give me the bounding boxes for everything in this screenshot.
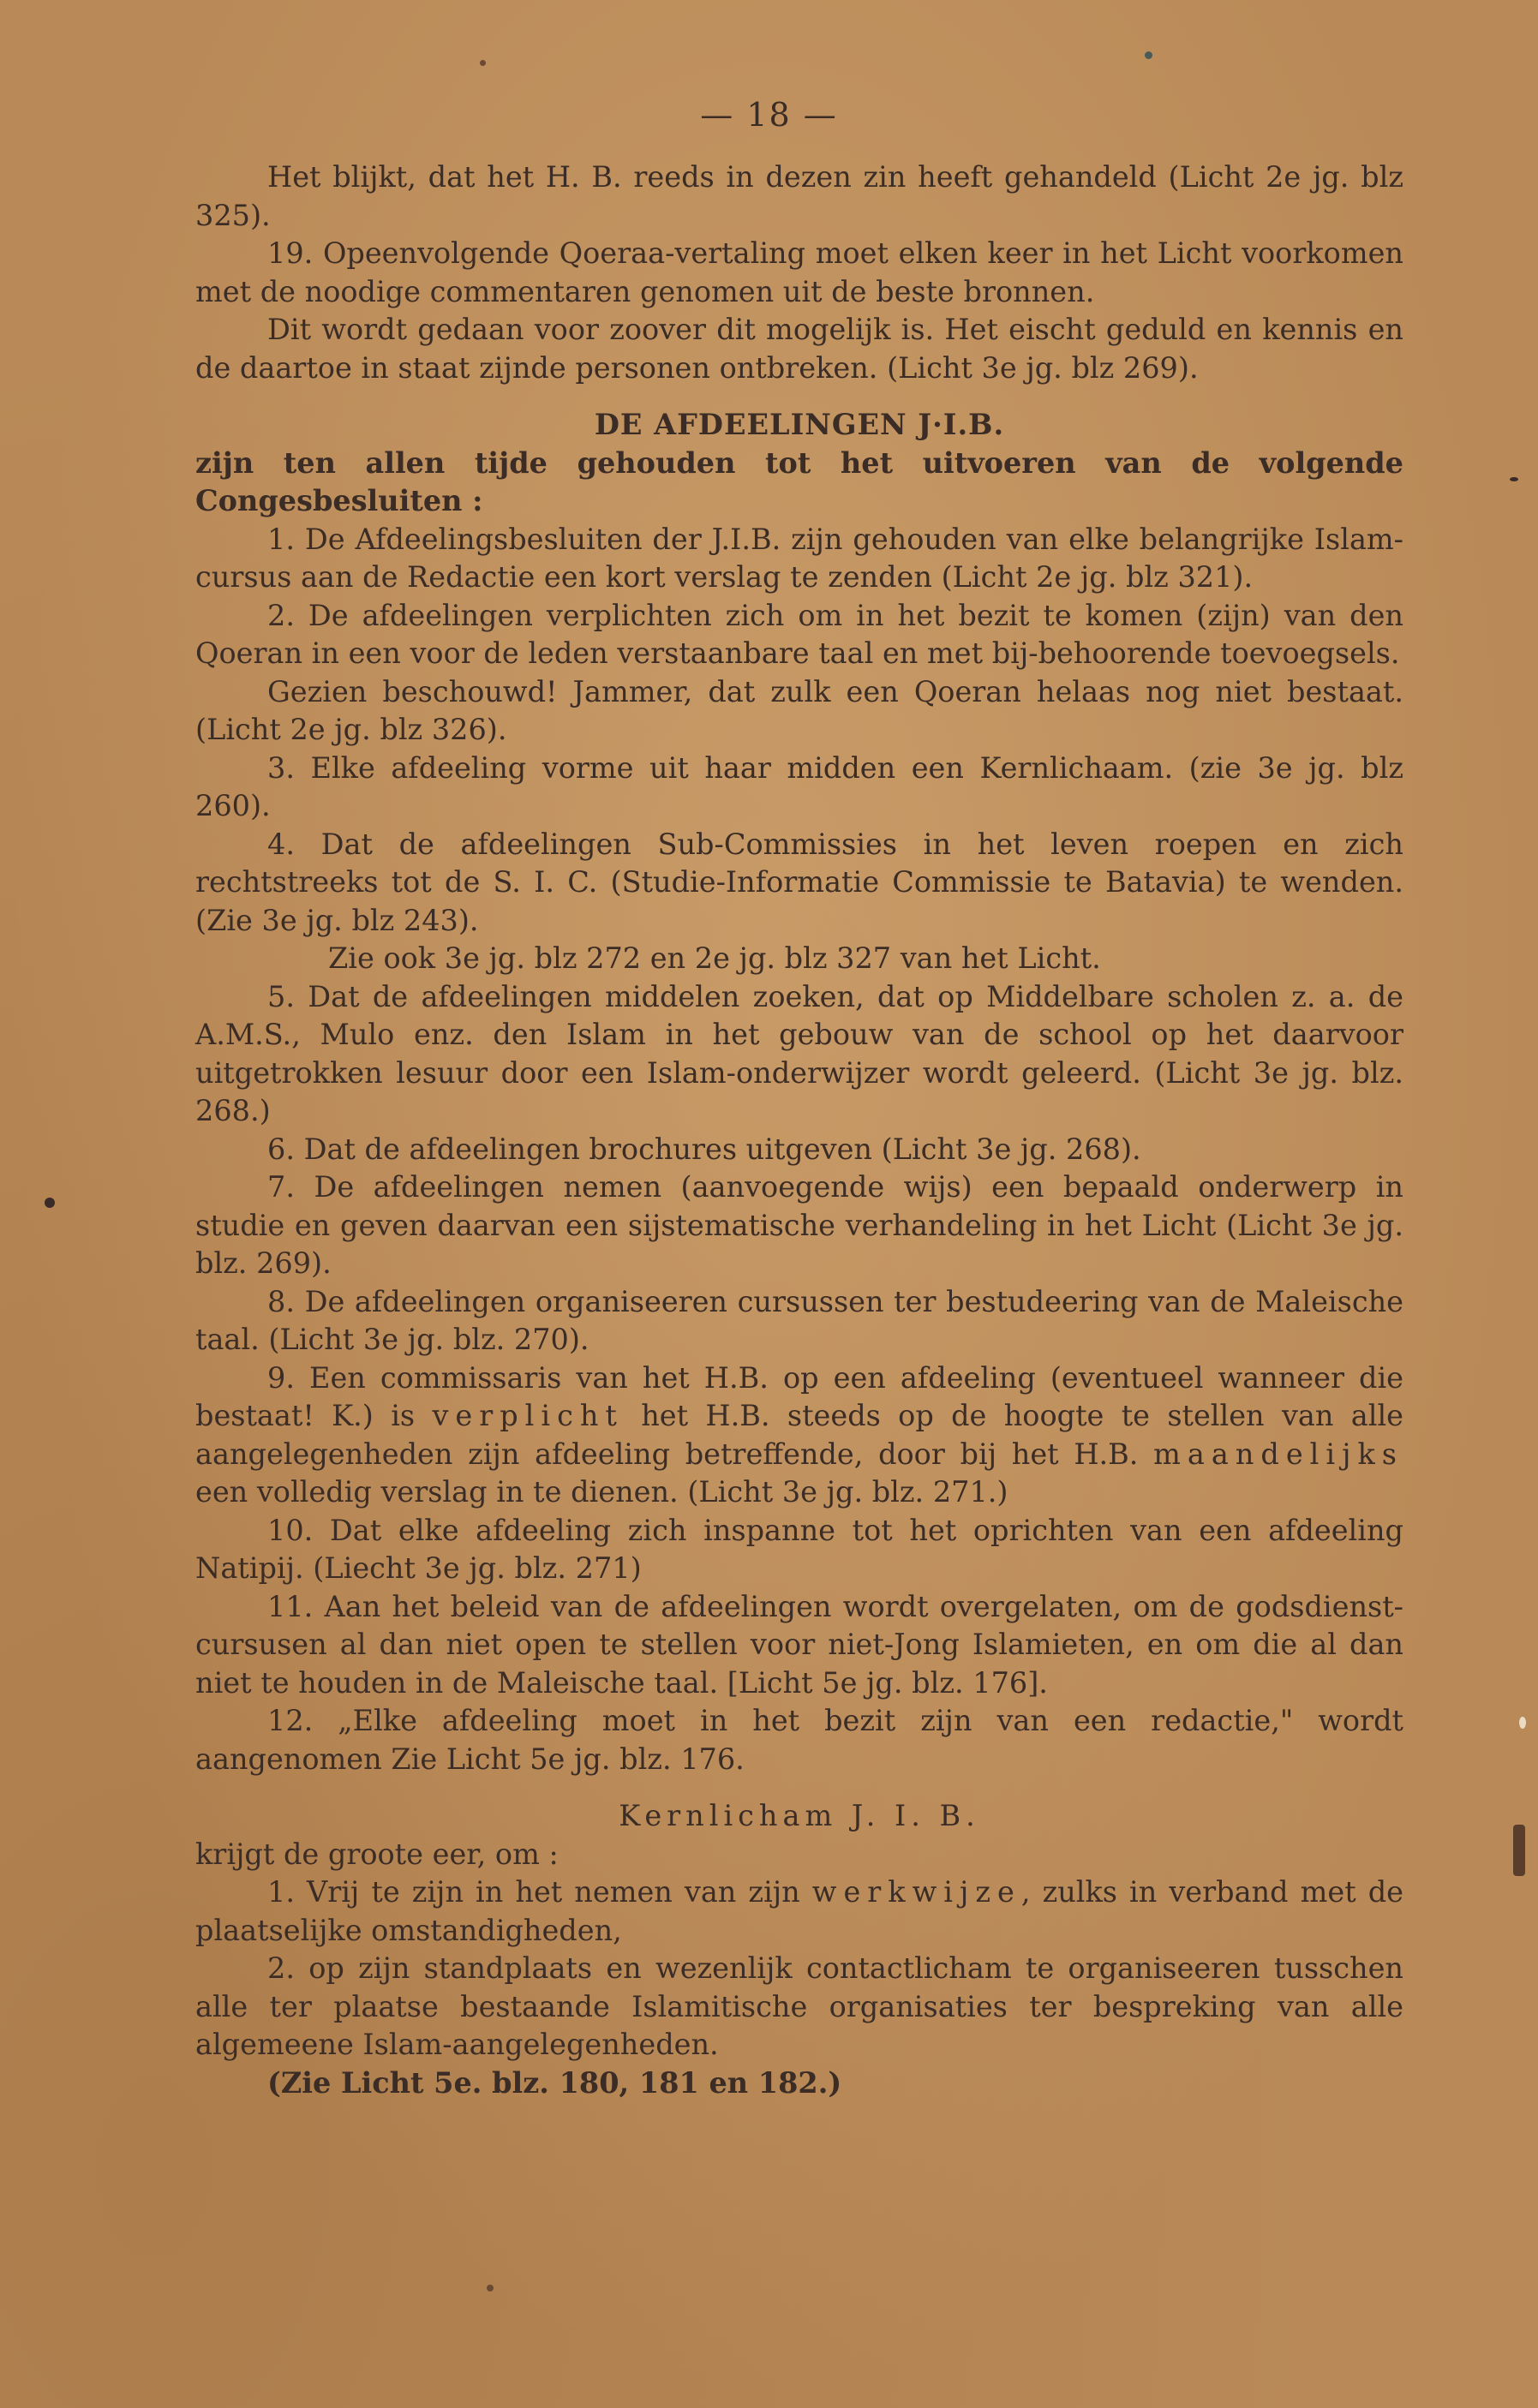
list-item-2-note: Gezien beschouwd! Jammer, dat zulk een Qoeran helaas nog niet bestaat. (Licht 2e jg. blz 326). <box>195 674 1403 746</box>
kernlichaam-point-1-part: , zulks in verband met de plaatselijke omstandigheden, <box>195 1875 1403 1947</box>
paper-fleck <box>487 2285 494 2291</box>
list-item-3: 3. Elke afdeeling vorme uit haar midden een Kernlichaam. (zie 3e jg. blz 260). <box>195 750 1403 822</box>
paragraph-intro-1: Het blijkt, dat het H. B. reeds in dezen zin heeft gehandeld (Licht 2e jg. blz 325). <box>195 160 1403 232</box>
paper-fleck <box>45 1198 55 1208</box>
list-item-9-part: een volledig verslag in te dienen. (Licht 3e jg. blz. 271.) <box>195 1475 1008 1509</box>
list-item-9-emphasis: maandelijks <box>1153 1437 1403 1471</box>
body-text <box>195 158 1403 2102</box>
list-item-11: 11. Aan het beleid van de afdeelingen wordt overgelaten, om de godsdienst-cursusen al dan niet open te stellen voor niet-Jong Islamieten, en om die al dan niet te houden in de Maleische taal. [Licht 5e jg. blz. 176]. <box>195 1589 1403 1700</box>
list-item-1: 1. De Afdeelingsbesluiten der J.I.B. zijn gehouden van elke belangrijke Islam-cursus aan de Redactie een kort verslag te zenden (Licht 2e jg. blz 321). <box>195 522 1403 594</box>
paragraph-intro-3: Dit wordt gedaan voor zoover dit mogelijk is. Het eischt geduld en kennis en de daartoe in staat zijnde personen ontbreken. (Licht 3e jg. blz 269). <box>195 313 1403 385</box>
list-item-12: 12. „Elke afdeeling moet in het bezit zijn van een redactie," wordt aangenomen Zie Licht 5e jg. blz. 176. <box>195 1704 1403 1776</box>
kernlichaam-point-1-emphasis: werkwijze <box>811 1875 1021 1909</box>
paper-fleck <box>1513 1825 1525 1876</box>
paper-fleck <box>1510 477 1518 481</box>
kernlichaam-point-2: 2. op zijn standplaats en wezenlijk contactlicham te organiseeren tusschen alle ter plaatse bestaande Islamitische organisaties ter bespreking van alle algemeene Islam-aangelegenheden. <box>195 1951 1403 2061</box>
kernlichaam-heading: Kernlicham J. I. B. <box>619 1799 980 1832</box>
paper-fleck <box>480 60 486 66</box>
list-item-9-part: het H.B. steeds op de hoogte te stellen van alle aangelegenheden zijn afdeeling betreffende, door bij het H.B. <box>195 1399 1403 1471</box>
list-item-4: 4. Dat de afdeelingen Sub-Commissies in het leven roepen en zich rechtstreeks tot de S. I. C. (Studie-Informatie Commissie te Batavia) te wenden. (Zie 3e jg. blz 243). <box>195 827 1403 937</box>
section-heading: DE AFDEELINGEN J·I.B. <box>594 408 1005 441</box>
kernlichaam-reference: (Zie Licht 5e. blz. 180, 181 en 182.) <box>267 2065 842 2100</box>
list-item-10: 10. Dat elke afdeeling zich inspanne tot het oprichten van een afdeeling Natipij. (Liecht 3e jg. blz. 271) <box>195 1513 1403 1585</box>
page-number: — 18 — <box>700 96 838 134</box>
list-item-4-note: Zie ook 3e jg. blz 272 en 2e jg. blz 327 van het Licht. <box>328 941 1101 975</box>
list-item-6: 6. Dat de afdeelingen brochures uitgeven (Licht 3e jg. 268). <box>267 1132 1141 1166</box>
list-item-2: 2. De afdeelingen verplichten zich om in het bezit te komen (zijn) van den Qoeran in een voor de leden verstaanbare taal en met bij-behoorende toevoegsels. <box>195 598 1403 670</box>
kernlichaam-point-1-part: 1. Vrij te zijn in het nemen van zijn <box>267 1875 812 1909</box>
list-item-8: 8. De afdeelingen organiseeren cursussen ter bestudeering van de Maleische taal. (Licht 3e jg. blz. 270). <box>195 1284 1403 1356</box>
list-item-5: 5. Dat de afdeelingen middelen zoeken, dat op Middelbare scholen z. a. de A.M.S., Mulo enz. den Islam in het gebouw van de school op het daarvoor uitgetrokken lesuur door een Islam-onderwijzer wordt geleerd. (Licht 3e jg. blz. 268.) <box>195 979 1403 1127</box>
list-item-9-part: 9. Een commissaris van het H.B. op een afdeeling (eventueel wanneer die bestaat! K.) is <box>195 1360 1403 1432</box>
kernlichaam-point-1 <box>195 1873 1403 1950</box>
paragraph-intro-2: 19. Opeenvolgende Qoeraa-vertaling moet elken keer in het Licht voorkomen met de noodige commentaren genomen uit de beste bronnen. <box>195 236 1403 308</box>
section-intro: zijn ten allen tijde gehouden tot het uitvoeren van de volgende Congesbesluiten : <box>195 445 1403 517</box>
paper-fleck <box>1145 51 1152 59</box>
kernlichaam-intro: krijgt de groote eer, om : <box>195 1837 559 1871</box>
paper-fleck <box>1519 1717 1526 1729</box>
list-item-7: 7. De afdeelingen nemen (aanvoegende wijs) een bepaald onderwerp in studie en geven daarvan een sijstematische verhandeling in het Licht (Licht 3e jg. blz. 269). <box>195 1170 1403 1280</box>
list-item-9-emphasis: verplicht <box>432 1399 624 1432</box>
list-item-9 <box>195 1359 1403 1512</box>
